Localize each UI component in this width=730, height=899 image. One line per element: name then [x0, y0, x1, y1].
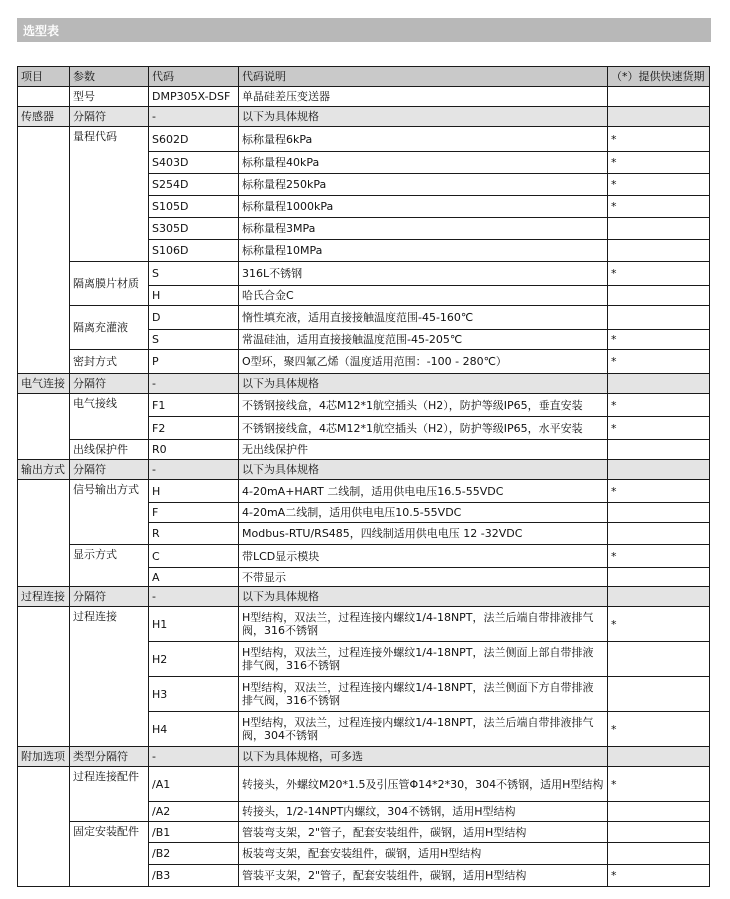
selection-table [17, 66, 710, 887]
cell-desc: 4-20mA+HART 二线制，适用供电电压16.5-55VDC [239, 480, 608, 503]
table-row [18, 545, 710, 568]
cell-desc: 不锈钢接线盒，4芯M12*1航空插头（H2），防护等级IP65，水平安装 [239, 417, 608, 440]
cell-desc: 标称量程10MPa [239, 240, 608, 262]
cell-desc: 单晶硅差压变送器 [239, 87, 608, 107]
cell-desc: 哈氏合金C [239, 286, 608, 306]
cell-desc: 带LCD显示模块 [239, 545, 608, 568]
cell-item: 电气连接 [18, 374, 70, 394]
cell-item: 附加选项 [18, 747, 70, 767]
cell-desc: Modbus-RTU/RS485，四线制适用供电电压 12 -32VDC [239, 523, 608, 545]
table-row [18, 587, 710, 607]
cell-param: 分隔符 [70, 587, 149, 607]
cell-param: 过程连接配件 [70, 767, 149, 822]
cell-desc: 标称量程3MPa [239, 218, 608, 240]
cell-param: 显示方式 [70, 545, 149, 587]
cell-quick [608, 374, 710, 394]
cell-code: H [149, 480, 239, 503]
cell-quick [608, 306, 710, 330]
header-item: 项目 [18, 67, 70, 87]
cell-param: 出线保护件 [70, 440, 149, 460]
table-row [18, 747, 710, 767]
cell-quick: * [608, 480, 710, 503]
cell-quick: * [608, 394, 710, 417]
cell-code: A [149, 568, 239, 587]
cell-quick [608, 587, 710, 607]
cell-desc: 不锈钢接线盒，4芯M12*1航空插头（H2），防护等级IP65，垂直安装 [239, 394, 608, 417]
cell-code: H [149, 286, 239, 306]
cell-quick: * [608, 607, 710, 642]
cell-code: H1 [149, 607, 239, 642]
cell-code: /B3 [149, 865, 239, 887]
cell-desc: 不带显示 [239, 568, 608, 587]
cell-item: 输出方式 [18, 460, 70, 480]
cell-param: 类型分隔符 [70, 747, 149, 767]
cell-code: S106D [149, 240, 239, 262]
cell-desc: 转接头，1/2-14NPT内螺纹，304不锈钢，适用H型结构 [239, 802, 608, 822]
table-row [18, 127, 710, 152]
cell-desc: 惰性填充液，适用直接接触温度范围-45-160℃ [239, 306, 608, 330]
cell-desc: 以下为具体规格 [239, 107, 608, 127]
cell-quick [608, 642, 710, 677]
cell-item [18, 607, 70, 747]
cell-desc: 以下为具体规格 [239, 587, 608, 607]
cell-param: 过程连接 [70, 607, 149, 747]
header-desc: 代码说明 [239, 67, 608, 87]
table-row [18, 822, 710, 843]
cell-param: 量程代码 [70, 127, 149, 262]
cell-desc: 以下为具体规格 [239, 460, 608, 480]
table-row [18, 306, 710, 330]
cell-code: H3 [149, 677, 239, 712]
cell-item [18, 480, 70, 587]
cell-desc: 转接头，外螺纹M20*1.5及引压管Φ14*2*30，304不锈钢，适用H型结构 [239, 767, 608, 802]
cell-quick [608, 568, 710, 587]
table-row [18, 374, 710, 394]
table-row [18, 607, 710, 642]
cell-param: 信号输出方式 [70, 480, 149, 545]
cell-quick [608, 240, 710, 262]
cell-param: 隔离膜片材质 [70, 262, 149, 306]
cell-quick [608, 503, 710, 523]
cell-quick: * [608, 152, 710, 174]
cell-code: - [149, 460, 239, 480]
cell-code: R [149, 523, 239, 545]
cell-quick: * [608, 545, 710, 568]
cell-quick: * [608, 712, 710, 747]
cell-desc: 标称量程6kPa [239, 127, 608, 152]
cell-code: F [149, 503, 239, 523]
cell-code: /A1 [149, 767, 239, 802]
cell-quick: * [608, 350, 710, 374]
cell-code: S [149, 330, 239, 350]
table-row [18, 767, 710, 802]
cell-param: 电气接线 [70, 394, 149, 440]
cell-code: S602D [149, 127, 239, 152]
cell-quick: * [608, 174, 710, 196]
table-row [18, 460, 710, 480]
cell-desc: H型结构，双法兰，过程连接外螺纹1/4-18NPT，法兰侧面上部自带排液排气阀，316不锈钢 [239, 642, 608, 677]
cell-quick [608, 822, 710, 843]
cell-code: F2 [149, 417, 239, 440]
table-row [18, 107, 710, 127]
cell-item: 过程连接 [18, 587, 70, 607]
cell-code: S403D [149, 152, 239, 174]
cell-code: /B2 [149, 843, 239, 865]
cell-quick [608, 747, 710, 767]
cell-desc: 4-20mA二线制，适用供电电压10.5-55VDC [239, 503, 608, 523]
cell-quick [608, 460, 710, 480]
table-row [18, 480, 710, 503]
banner-title: 选型表 [23, 24, 60, 38]
cell-desc: 标称量程1000kPa [239, 196, 608, 218]
cell-code: - [149, 747, 239, 767]
table-row [18, 350, 710, 374]
cell-desc: 板装弯支架，配套安装组件，碳钢，适用H型结构 [239, 843, 608, 865]
cell-quick [608, 286, 710, 306]
cell-quick [608, 87, 710, 107]
cell-code: - [149, 374, 239, 394]
cell-param: 固定安装配件 [70, 822, 149, 887]
cell-quick [608, 802, 710, 822]
cell-desc: 以下为具体规格 [239, 374, 608, 394]
cell-param: 隔离充灌液 [70, 306, 149, 350]
cell-quick: * [608, 865, 710, 887]
cell-item [18, 127, 70, 374]
cell-code: F1 [149, 394, 239, 417]
cell-quick: * [608, 330, 710, 350]
cell-code: S [149, 262, 239, 286]
table-row [18, 440, 710, 460]
cell-quick: * [608, 196, 710, 218]
cell-quick: * [608, 262, 710, 286]
table-row [18, 262, 710, 286]
cell-param: 型号 [70, 87, 149, 107]
cell-quick [608, 523, 710, 545]
cell-quick: * [608, 767, 710, 802]
header-code: 代码 [149, 67, 239, 87]
cell-code: S254D [149, 174, 239, 196]
cell-quick [608, 218, 710, 240]
cell-desc: H型结构，双法兰，过程连接内螺纹1/4-18NPT，法兰后端自带排液排气阀，304不锈钢 [239, 712, 608, 747]
cell-item [18, 767, 70, 887]
header-quick: （*）提供快速货期 [608, 67, 710, 87]
cell-code: - [149, 587, 239, 607]
cell-code: R0 [149, 440, 239, 460]
cell-code: - [149, 107, 239, 127]
cell-param: 密封方式 [70, 350, 149, 374]
cell-code: /B1 [149, 822, 239, 843]
cell-desc: 以下为具体规格，可多选 [239, 747, 608, 767]
cell-desc: 无出线保护件 [239, 440, 608, 460]
header-param: 参数 [70, 67, 149, 87]
cell-quick [608, 440, 710, 460]
cell-code: H2 [149, 642, 239, 677]
cell-quick [608, 843, 710, 865]
cell-desc: O型环，聚四氟乙烯（温度适用范围：-100 - 280℃） [239, 350, 608, 374]
cell-code: S305D [149, 218, 239, 240]
cell-code: H4 [149, 712, 239, 747]
cell-desc: H型结构，双法兰，过程连接内螺纹1/4-18NPT，法兰后端自带排液排气阀，316不锈钢 [239, 607, 608, 642]
cell-code: /A2 [149, 802, 239, 822]
table-row [18, 394, 710, 417]
cell-desc: H型结构，双法兰，过程连接内螺纹1/4-18NPT，法兰侧面下方自带排液排气阀，316不锈钢 [239, 677, 608, 712]
cell-item [18, 87, 70, 107]
cell-quick [608, 107, 710, 127]
cell-code: S105D [149, 196, 239, 218]
table-row [18, 87, 710, 107]
cell-code: P [149, 350, 239, 374]
table-header-row [18, 67, 710, 87]
cell-quick: * [608, 127, 710, 152]
cell-desc: 标称量程250kPa [239, 174, 608, 196]
cell-item [18, 394, 70, 460]
cell-desc: 管装弯支架，2"管子，配套安装组件，碳钢，适用H型结构 [239, 822, 608, 843]
cell-code: C [149, 545, 239, 568]
cell-desc: 316L不锈钢 [239, 262, 608, 286]
cell-param: 分隔符 [70, 107, 149, 127]
cell-quick: * [608, 417, 710, 440]
cell-code: D [149, 306, 239, 330]
section-banner [17, 18, 711, 42]
cell-desc: 常温硅油，适用直接接触温度范围-45-205℃ [239, 330, 608, 350]
cell-param: 分隔符 [70, 374, 149, 394]
cell-param: 分隔符 [70, 460, 149, 480]
cell-desc: 管装平支架，2"管子，配套安装组件，碳钢，适用H型结构 [239, 865, 608, 887]
cell-quick [608, 677, 710, 712]
cell-item: 传感器 [18, 107, 70, 127]
cell-desc: 标称量程40kPa [239, 152, 608, 174]
cell-code: DMP305X-DSF [149, 87, 239, 107]
